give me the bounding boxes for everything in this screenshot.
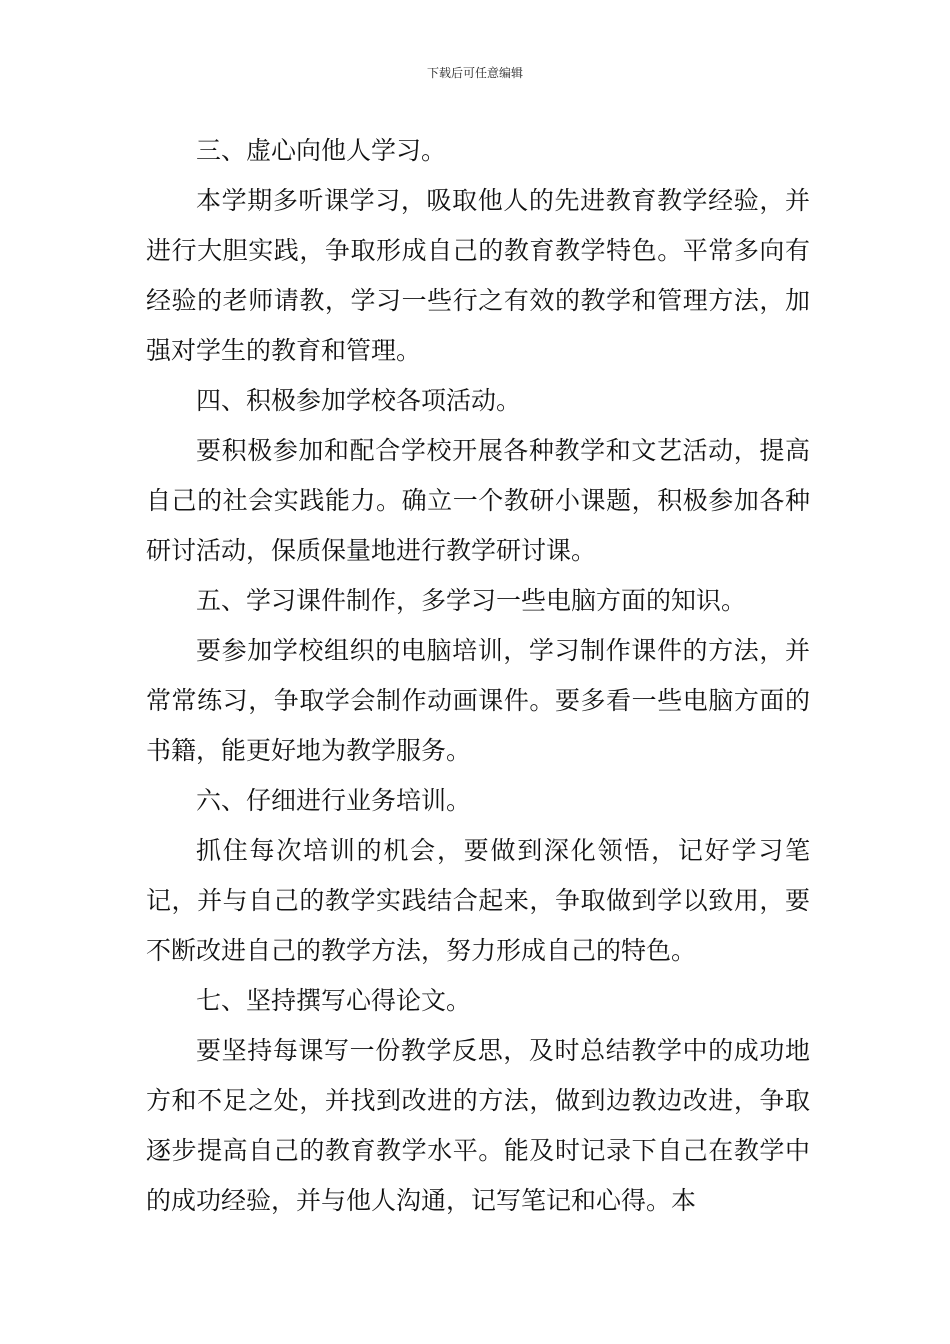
section-heading-4: 四、积极参加学校各项活动。 bbox=[196, 386, 522, 415]
paragraph-training: 抓住每次培训的机会，要做到深化领悟，记好学习笔记，并与自己的教学实践结合起来，争取做到学以致用，要不断改进自己的教学方法，努力形成自己的特色。 bbox=[146, 836, 810, 965]
document-body bbox=[146, 126, 810, 1226]
paragraph-reflection: 要坚持每课写一份教学反思，及时总结教学中的成功地方和不足之处，并找到改进的方法，做到边教边改进，争取逐步提高自己的教育教学水平。能及时记录下自己在教学中的成功经验，并与他人沟通，记写笔记和心得。本 bbox=[146, 1036, 810, 1215]
section-heading-3: 三、虚心向他人学习。 bbox=[196, 136, 447, 165]
section-heading-7: 七、坚持撰写心得论文。 bbox=[196, 986, 472, 1015]
section-heading-5: 五、学习课件制作，多学习一些电脑方面的知识。 bbox=[196, 586, 747, 615]
paragraph-school-activities: 要积极参加和配合学校开展各种教学和文艺活动，提高自己的社会实践能力。确立一个教研小课题，积极参加各种研讨活动，保质保量地进行教学研讨课。 bbox=[146, 436, 810, 565]
section-heading-6: 六、仔细进行业务培训。 bbox=[196, 786, 472, 815]
page-header: 下载后可任意编辑 bbox=[426, 66, 523, 80]
paragraph-learning-from-others: 本学期多听课学习，吸取他人的先进教育教学经验，并进行大胆实践，争取形成自己的教育教学特色。平常多向有经验的老师请教，学习一些行之有效的教学和管理方法，加强对学生的教育和管理。 bbox=[146, 186, 810, 365]
paragraph-courseware: 要参加学校组织的电脑培训，学习制作课件的方法，并常常练习，争取学会制作动画课件。要多看一些电脑方面的书籍，能更好地为教学服务。 bbox=[146, 636, 810, 765]
